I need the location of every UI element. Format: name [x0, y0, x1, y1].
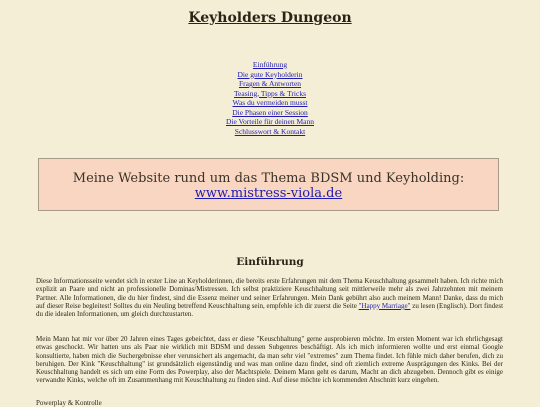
toc-link-phasen-session[interactable]: Die Phasen einer Session: [232, 107, 308, 117]
toc-link-keyholderin[interactable]: Die gute Keyholderin: [237, 69, 303, 79]
promo-box: [38, 158, 499, 211]
intro-p1-text-end: zu lesen (Englisch). Dort findest du die idealen Informationen, um gleich durchzustarten.: [36, 301, 504, 319]
next-paragraph-fragment: Powerplay & Kontrolle: [36, 399, 102, 407]
section-heading-einfuehrung: Einführung: [236, 256, 304, 268]
toc-link-fragen-antworten[interactable]: Fragen & Antworten: [238, 79, 302, 88]
promo-website-link[interactable]: www.mistress-viola.de: [194, 186, 343, 201]
intro-p1-text-start: Diese Informationsseite wendet sich in erster Line an Keyholderinnen, die bereits erste Erfahrungen mit dem Thema Keuschhaltung gesammelt haben. Ich richte mich explizit an Paare und nicht an professionelle Dominas/Mistressen. Ich selbst praktiziere Keuschhaltung seit mittlerweile mehr als zwei Jahrzehnten mit meinem Partner. Alle Informationen, die du hier findest, sind die Essenz meiner und seiner Erfahrungen. Mein Dank gebührt also auch meinem Mann! Danke, dass du mich auf dieser Reise begleitest! Solltes du ein Neuling betreffend Keuschhaltung sein, empfehle ich dir zuerst die Seite: [36, 277, 503, 310]
toc-link-teasing-tipps[interactable]: Teasing, Tipps & Tricks: [234, 88, 306, 98]
intro-paragraph-1: [36, 277, 503, 318]
site-title: Keyholders Dungeon: [188, 10, 352, 26]
happy-marriage-link[interactable]: "Happy Marriage": [358, 301, 411, 310]
toc-link-vermeiden[interactable]: Was du vermeiden musst: [232, 98, 308, 107]
toc-link-schlusswort[interactable]: Schlusswort & Kontakt: [234, 126, 306, 136]
toc-link-einfuehrung[interactable]: Einführung: [252, 60, 288, 69]
toc-link-vorteile[interactable]: Die Vorteile für deinen Mann: [225, 117, 315, 126]
promo-text: Meine Website rund um das Thema BDSM und Keyholding:: [72, 171, 465, 186]
table-of-contents: [0, 60, 540, 136]
intro-paragraph-2: Mein Mann hat mir vor über 20 Jahren eines Tages gebeichtet, dass er diese "Keuschhaltung" gerne ausprobieren möchte. Im ersten Moment war ich ehrlichgesagt etwas geschockt. Wir hatten uns als Paar nie wirklich mit BDSM und dessen Subgenres beschäftigt. Als ich mich informieren wollte und erst einmal Google konsultierte, haben mich die Suchergebnisse eher verunsichert als angemacht, da man sehr viel "extremes" zum Thema findet. Ich fühle mich daher berufen, dich zu beruhigen. Der Kink "Keuschhaltung" ist grundsätzlich eigenständig und was man online dazu findet, sind oft ziemlich extreme Ausprägungen des Kinks. Bei der Keuschhaltung handelt es sich um eine Form des Powerplay, also der Machtspiele. Deinem Mann geht es darum, Macht an dich abzugeben. Dennoch gibt es einige verwandte Kinks, welche oft im Zusammenhang mit Keuschhaltung zu finden sind. Auf diese möchte ich kommenden Abschnitt kurz eingehen.: [36, 335, 503, 385]
